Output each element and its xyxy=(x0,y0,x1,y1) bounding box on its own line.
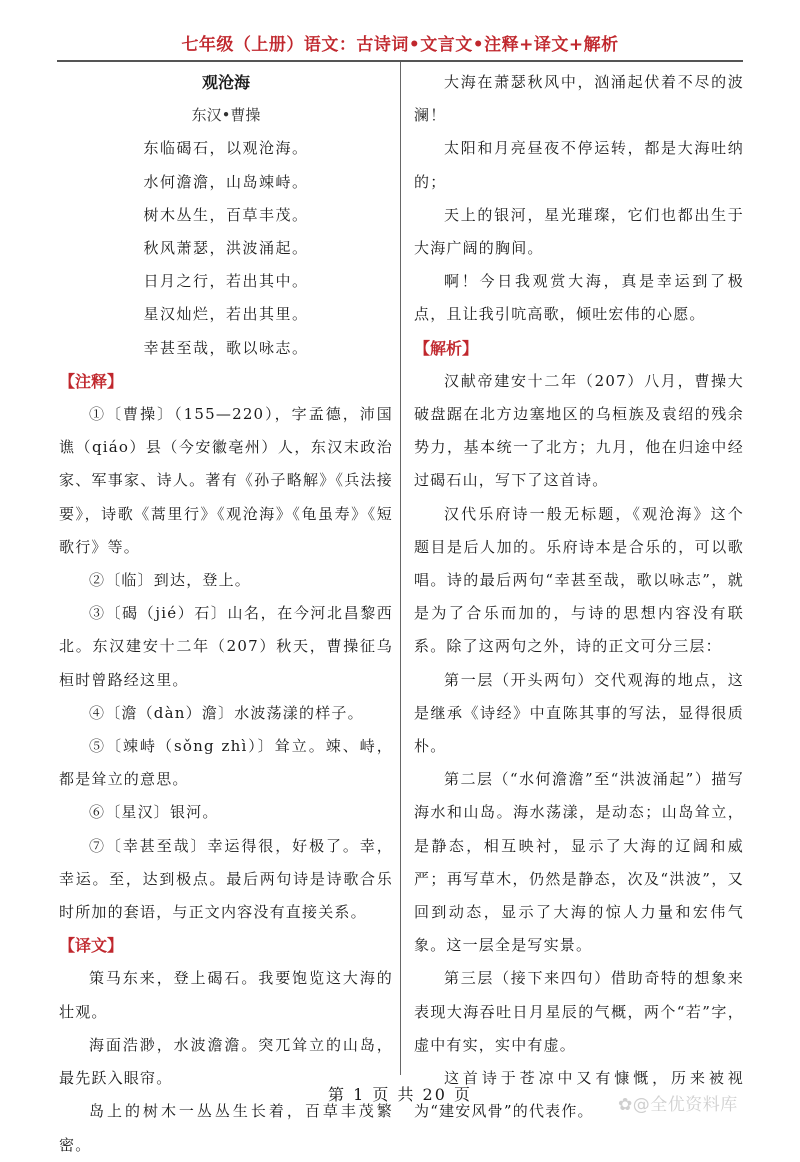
notes-heading: 【注释】 xyxy=(59,371,124,391)
translation-paragraph: 岛上的树木一丛丛生长着，百草丰茂繁密。 xyxy=(59,1102,393,1154)
analysis-paragraph: 第一层（开头两句）交代观海的地点，这是继承《诗经》中直陈其事的写法，显得很质朴。 xyxy=(414,670,744,756)
note-item: ③〔碣（jié）石〕山名，在今河北昌黎西北。东汉建安十二年（207）秋天，曹操征乌桓时曾路经这里。 xyxy=(59,604,393,689)
analysis-paragraph: 汉代乐府诗一般无标题，《观沧海》这个题目是后人加的。乐府诗本是合乐的，可以歌唱。诗的最后两句“幸甚至哉，歌以咏志”，就是为了合乐而加的，与诗的思想内容没有联系。除了这两句之外，诗的正文可分三层： xyxy=(414,504,744,656)
translation-paragraph: 啊！今日我观赏大海，真是幸运到了极点，且让我引吭高歌，倾吐宏伟的心愿。 xyxy=(414,272,744,324)
translation-paragraph: 天上的银河，星光璀璨，它们也都出生于大海广阔的胸间。 xyxy=(414,205,744,258)
translation-paragraph: 策马东来，登上碣石。我要饱览这大海的壮观。 xyxy=(59,969,393,1021)
note-item: ④〔澹（dàn）澹〕水波荡漾的样子。 xyxy=(89,703,364,722)
analysis-paragraph: 这首诗于苍凉中又有慷慨，历来被视为“建安风骨”的代表作。 xyxy=(414,1069,744,1121)
note-item: ⑥〔星汉〕银河。 xyxy=(89,803,219,822)
poem-line: 树木丛生，百草丰茂。 xyxy=(143,205,309,224)
translation-paragraph: 大海在萧瑟秋风中，汹涌起伏着不尽的波澜！ xyxy=(414,73,744,125)
right-column xyxy=(414,66,744,1129)
poem-title: 观沧海 xyxy=(201,73,250,92)
note-item: ②〔临〕到达，登上。 xyxy=(89,571,252,590)
poem-line: 东临碣石，以观沧海。 xyxy=(143,139,309,158)
column-divider xyxy=(400,62,401,1075)
poem-line: 秋风萧瑟，洪波涌起。 xyxy=(143,239,309,258)
note-item: ⑤〔竦峙（sǒng zhì）〕耸立。竦、峙，都是耸立的意思。 xyxy=(59,737,393,789)
poem-line: 星汉灿烂，若出其里。 xyxy=(143,305,309,324)
poem-line: 日月之行，若出其中。 xyxy=(143,272,309,291)
analysis-paragraph: 第三层（接下来四句）借助奇特的想象来表现大海吞吐日月星辰的气概，两个“若”字，虚中有实，实中有虚。 xyxy=(414,969,744,1054)
analysis-heading: 【解析】 xyxy=(414,338,479,358)
analysis-paragraph: 汉献帝建安十二年（207）八月，曹操大破盘踞在北方边塞地区的乌桓族及袁绍的残余势力，基本统一了北方；九月，他在归途中经过碣石山，写下了这首诗。 xyxy=(414,371,744,490)
translation-heading: 【译文】 xyxy=(59,936,124,956)
page-number: 第 1 页 共 20 页 xyxy=(328,1085,472,1104)
poem-line: 水何澹澹，山岛竦峙。 xyxy=(143,172,309,191)
poem-author: 东汉•曹操 xyxy=(191,106,261,125)
note-item: ①〔曹操〕（155—220），字孟德，沛国谯（qiáo）县（今安徽亳州）人，东汉末政治家、军事家、诗人。著有《孙子略解》《兵法接要》，诗歌《蒿里行》《观沧海》《龟虽寿》《短歌行》等。 xyxy=(59,405,393,556)
analysis-paragraph: 第二层（“水何澹澹”至“洪波涌起”）描写海水和山岛。海水荡漾，是动态；山岛耸立，是静态，相互映衬，显示了大海的辽阔和威严；再写草木，仍然是静态，次及“洪波”，又回到动态，显示了大海的惊人力量和宏伟气象。这一层全是写实景。 xyxy=(414,770,744,955)
poem-line: 幸甚至哉，歌以咏志。 xyxy=(143,338,309,357)
translation-paragraph: 海面浩渺，水波澹澹。突兀耸立的山岛，最先跃入眼帘。 xyxy=(59,1035,393,1088)
left-column xyxy=(59,66,393,1162)
translation-paragraph: 太阳和月亮昼夜不停运转，都是大海吐纳的； xyxy=(414,139,744,191)
note-item: ⑦〔幸甚至哉〕幸运得很，好极了。幸，幸运。至，达到极点。最后两句诗是诗歌合乐时所加的套语，与正文内容没有直接关系。 xyxy=(59,836,393,922)
document-header-title: 七年级（上册）语文：古诗词•文言文•注释+译文+解析 xyxy=(181,35,619,55)
watermark: ✿@全优资料库 xyxy=(618,1095,738,1115)
